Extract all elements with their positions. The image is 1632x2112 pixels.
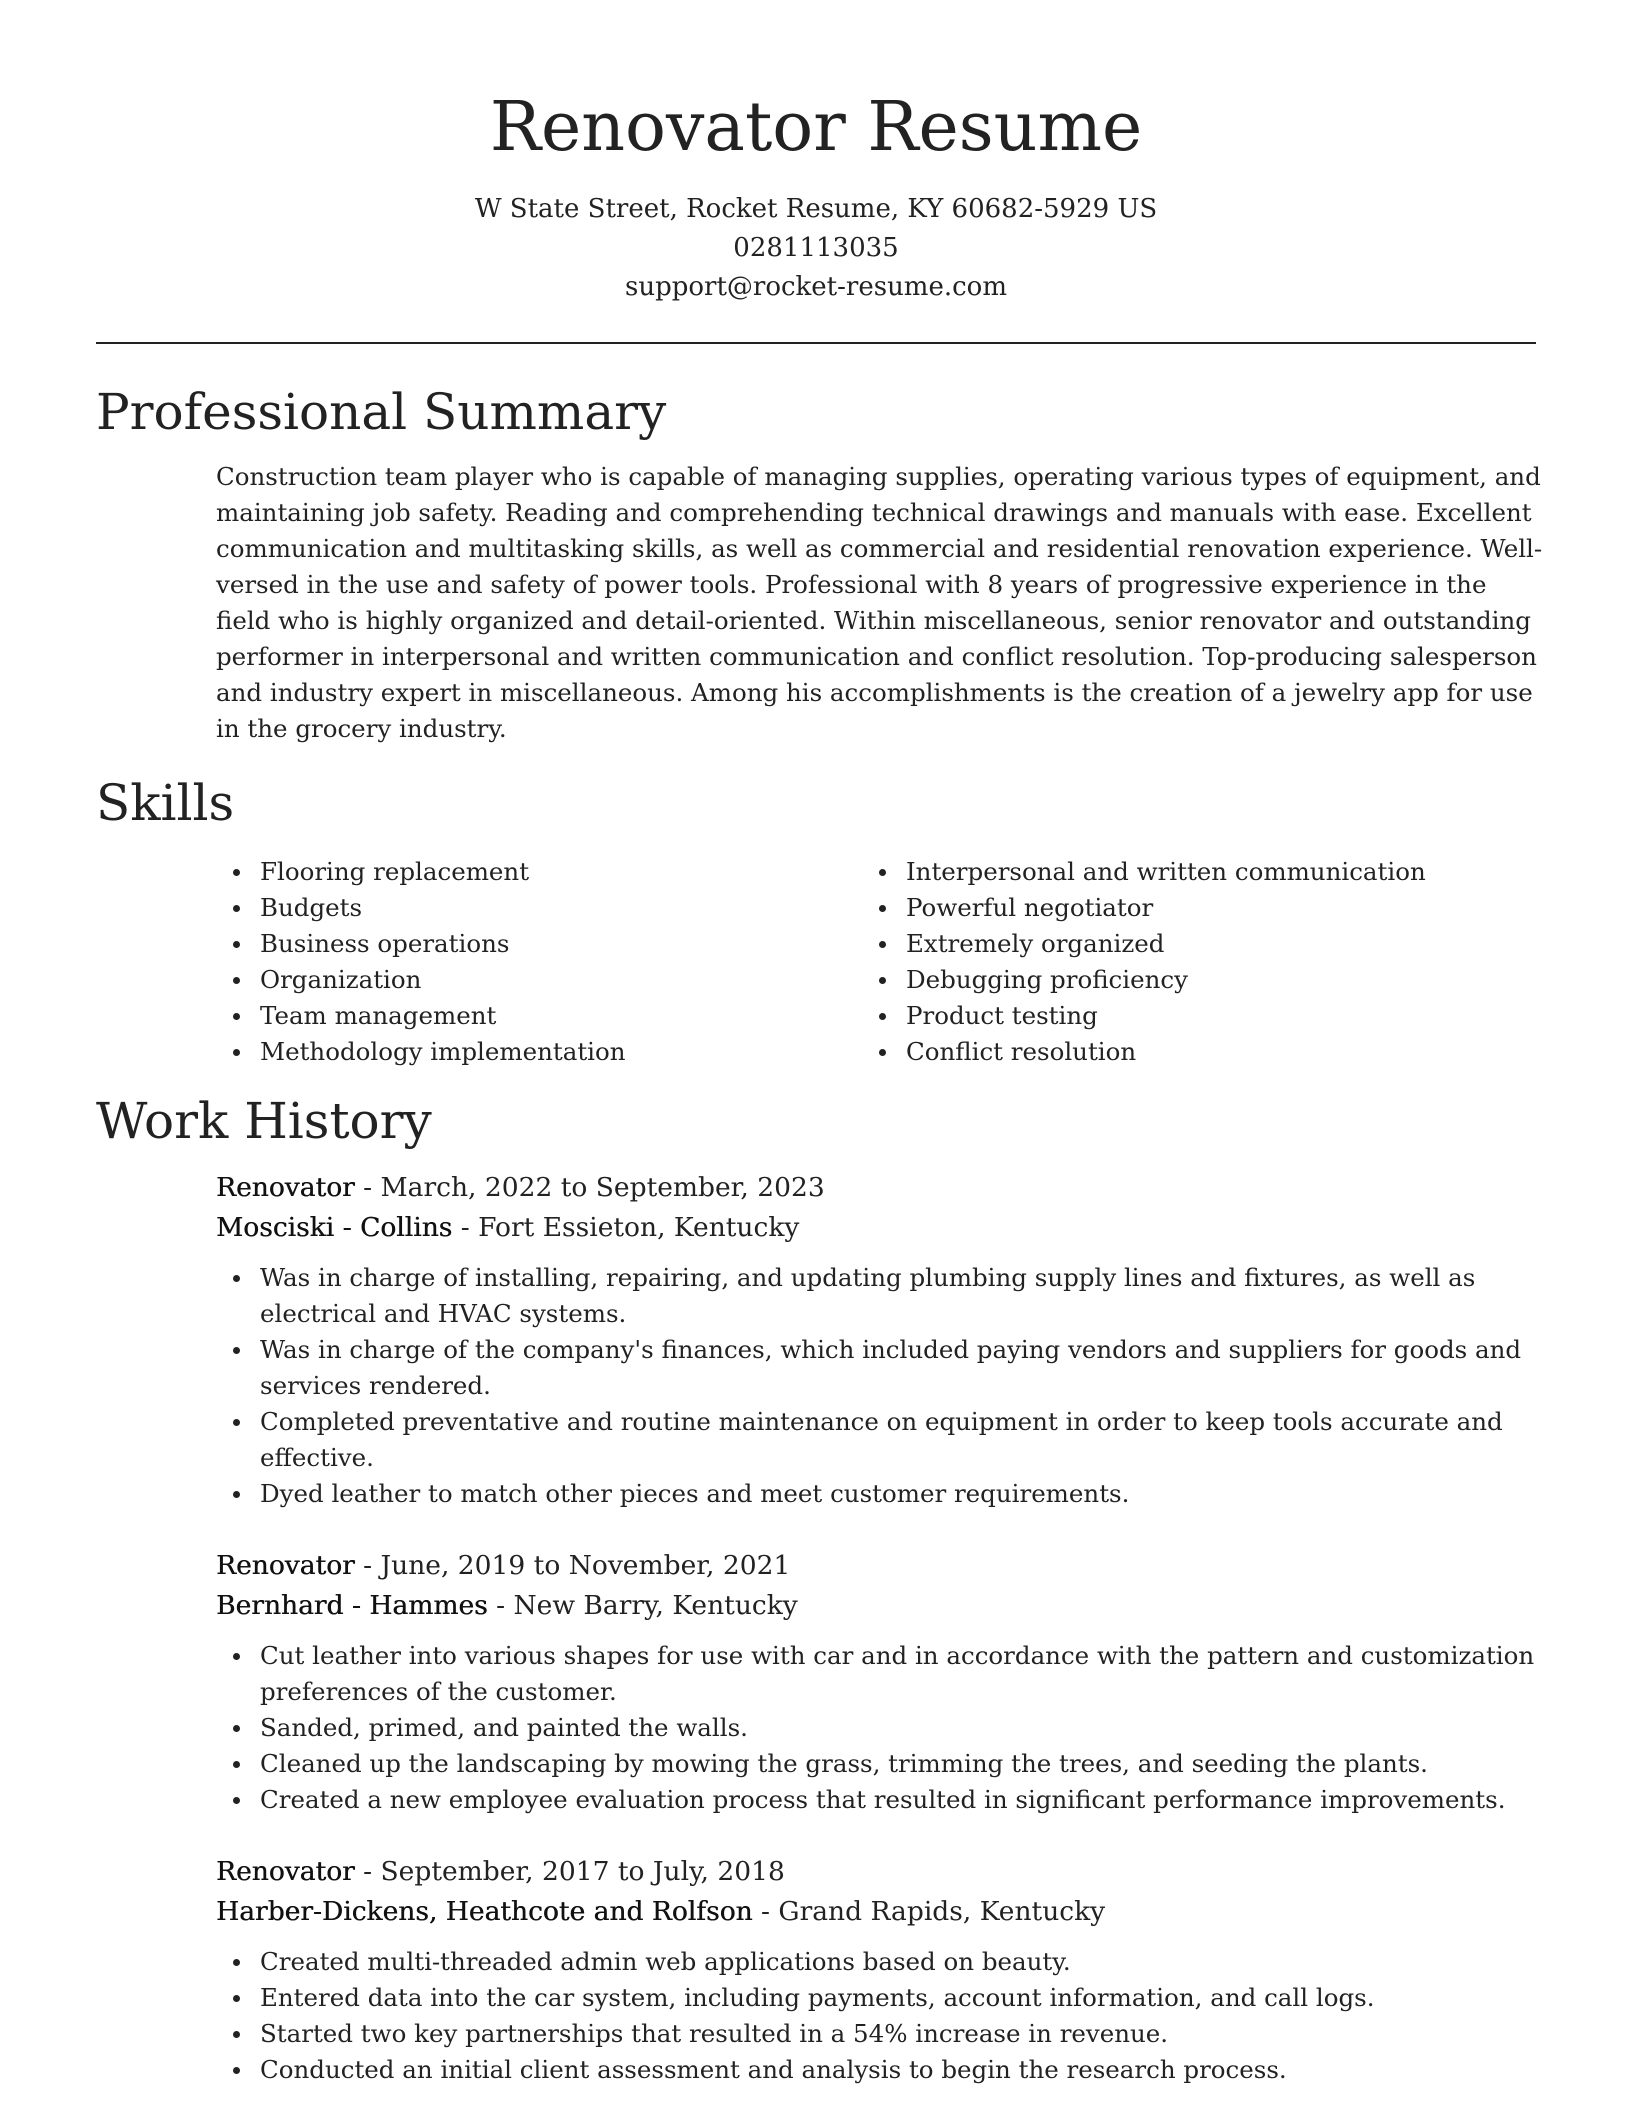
job-company-line — [216, 1892, 1546, 1932]
job-bullet: Cut leather into various shapes for use with car and in accordance with the pattern and customization preferences of the customer. — [216, 1638, 1546, 1710]
job-bullet: Completed preventative and routine maintenance on equipment in order to keep tools accurate and effective. — [216, 1404, 1546, 1476]
job-role: Renovator — [216, 1550, 355, 1581]
job-bullet: Entered data into the car system, including payments, account information, and call logs. — [216, 1980, 1546, 2016]
summary-heading: Professional Summary — [96, 383, 667, 441]
skill-item: Organization — [216, 962, 856, 998]
job-company: Mosciski - Collins — [216, 1212, 453, 1243]
summary-text: Construction team player who is capable of managing supplies, operating various types of equipment, and maintaining job safety. Reading and comprehending technical drawings and manuals with ease. Excellent communication and multitasking skills, as well as commercial and residential renovation experience. Well-versed in the use and safety of power tools. Professional with 8 years of progressive experience in the field who is highly organized and detail-oriented. Within miscellaneous, senior renovator and outstanding performer in interpersonal and written communication and conflict resolution. Top-producing salesperson and industry expert in miscellaneous. Among his accomplishments is the creation of a jewelry app for use in the grocery industry. — [216, 462, 1543, 743]
skill-item: Debugging proficiency — [862, 962, 1502, 998]
skill-item: Interpersonal and written communication — [862, 854, 1502, 890]
skill-item: Extremely organized — [862, 926, 1502, 962]
job-location: New Barry, Kentucky — [513, 1590, 798, 1621]
phone: 0281113035 — [733, 233, 899, 263]
job-dates: September, 2017 to July, 2018 — [380, 1856, 785, 1887]
separator: - — [487, 1590, 514, 1621]
job-role: Renovator — [216, 1172, 355, 1203]
skill-item: Flooring replacement — [216, 854, 856, 890]
separator: - — [354, 1856, 381, 1887]
separator: - — [752, 1896, 779, 1927]
job-bullet: Created multi-threaded admin web applications based on beauty. — [216, 1944, 1546, 1980]
job-dates: June, 2019 to November, 2021 — [380, 1550, 791, 1581]
job-entry — [216, 1546, 1546, 1818]
job-title-line — [216, 1852, 1546, 1892]
job-bullets — [216, 1260, 1546, 1512]
job-bullet: Created a new employee evaluation process that resulted in significant performance improvements. — [216, 1782, 1546, 1818]
job-bullets — [216, 1944, 1546, 2088]
job-bullet: Sanded, primed, and painted the walls. — [216, 1710, 1546, 1746]
header-divider — [96, 342, 1536, 344]
job-title-line — [216, 1546, 1546, 1586]
job-bullet: Started two key partnerships that resulted in a 54% increase in revenue. — [216, 2016, 1546, 2052]
skills-column-right — [862, 854, 1502, 1070]
address: W State Street, Rocket Resume, KY 60682-5929 US — [474, 194, 1158, 224]
email: support@rocket-resume.com — [624, 272, 1007, 302]
job-location: Grand Rapids, Kentucky — [778, 1896, 1106, 1927]
skills-column-left — [216, 854, 856, 1070]
contact-block — [0, 190, 1632, 307]
skills-heading: Skills — [96, 774, 235, 832]
job-company: Harber-Dickens, Heathcote and Rolfson — [216, 1896, 753, 1927]
job-role: Renovator — [216, 1856, 355, 1887]
job-company: Bernhard - Hammes — [216, 1590, 488, 1621]
separator: - — [354, 1550, 381, 1581]
skill-item: Budgets — [216, 890, 856, 926]
separator: - — [452, 1212, 479, 1243]
skill-item: Methodology implementation — [216, 1034, 856, 1070]
job-location: Fort Essieton, Kentucky — [478, 1212, 800, 1243]
job-entry — [216, 1852, 1546, 2088]
job-bullet: Was in charge of the company's finances, which included paying vendors and suppliers for goods and services rendered. — [216, 1332, 1546, 1404]
skill-item: Powerful negotiator — [862, 890, 1502, 926]
skills-list-left — [216, 854, 856, 1070]
job-dates: March, 2022 to September, 2023 — [380, 1172, 825, 1203]
job-company-line — [216, 1208, 1546, 1248]
job-entry — [216, 1168, 1546, 1512]
job-bullet: Dyed leather to match other pieces and meet customer requirements. — [216, 1476, 1546, 1512]
job-bullet: Was in charge of installing, repairing, and updating plumbing supply lines and fixtures, as well as electrical and HVAC systems. — [216, 1260, 1546, 1332]
skill-item: Business operations — [216, 926, 856, 962]
job-bullet: Cleaned up the landscaping by mowing the grass, trimming the trees, and seeding the plants. — [216, 1746, 1546, 1782]
job-title-line — [216, 1168, 1546, 1208]
job-bullet: Conducted an initial client assessment and analysis to begin the research process. — [216, 2052, 1546, 2088]
job-company-line — [216, 1586, 1546, 1626]
skills-list-right — [862, 854, 1502, 1070]
separator: - — [354, 1172, 381, 1203]
resume-title: Renovator Resume — [489, 88, 1143, 167]
skill-item: Product testing — [862, 998, 1502, 1034]
resume-header — [0, 84, 1632, 307]
job-bullets — [216, 1638, 1546, 1818]
work-history-heading: Work History — [96, 1092, 432, 1150]
skill-item: Team management — [216, 998, 856, 1034]
skill-item: Conflict resolution — [862, 1034, 1502, 1070]
